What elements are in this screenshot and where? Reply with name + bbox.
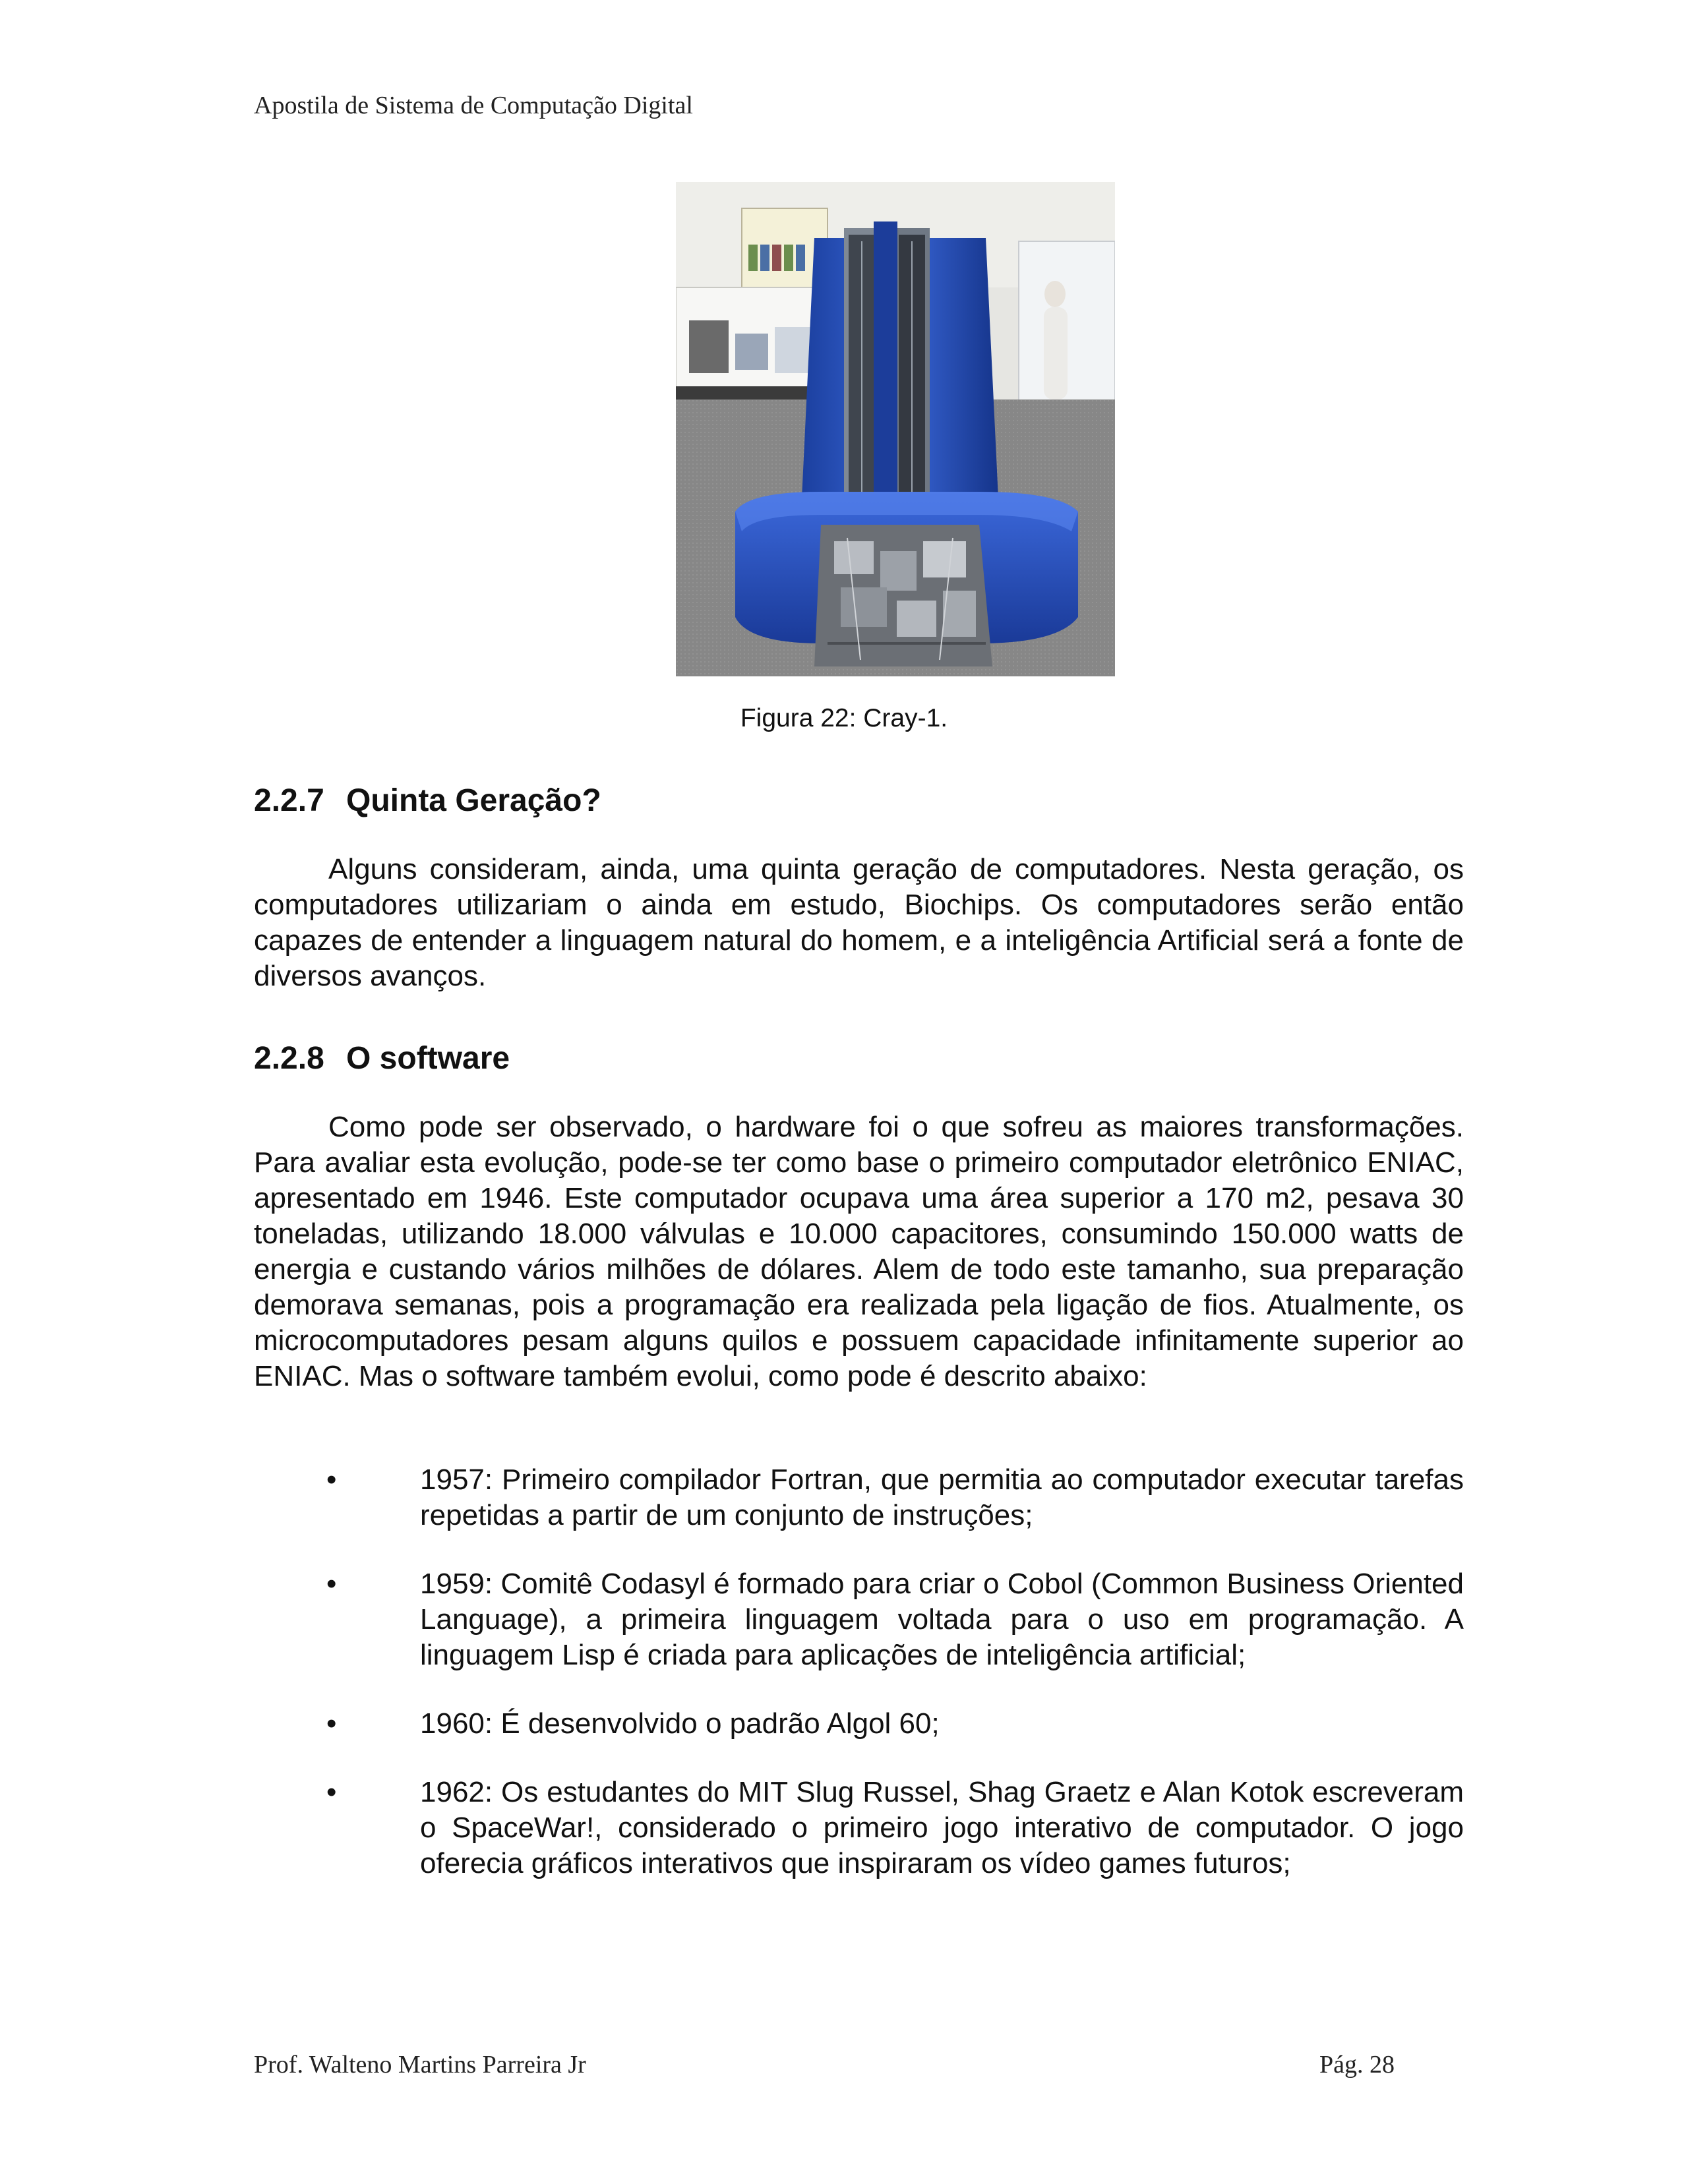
- section-number: 2.2.8: [254, 1041, 324, 1076]
- bullet-icon: •: [326, 1568, 337, 1600]
- cray-1-illustration: [676, 182, 1115, 676]
- bullet-icon: •: [326, 1463, 337, 1496]
- cray-1-photo: [676, 182, 1115, 676]
- list-item: [254, 1462, 1464, 1533]
- bullet-icon: •: [326, 1776, 337, 1808]
- list-item: [254, 1706, 1464, 1742]
- list-item-text: 1962: Os estudantes do MIT Slug Russel, Shag Graetz e Alan Kotok escreveram o SpaceWar!, considerado o primeiro jogo interativo de computador. O jogo oferecia gráficos interativos que inspiraram os vídeo games futuros;: [420, 1776, 1464, 1879]
- section-title: O software: [346, 1041, 510, 1076]
- section-number: 2.2.7: [254, 783, 324, 818]
- list-item-text: 1957: Primeiro compilador Fortran, que permitia ao computador executar tarefas repetidas a partir de um conjunto de instruções;: [420, 1463, 1464, 1531]
- section-title: Quinta Geração?: [346, 783, 601, 818]
- list-item: [254, 1566, 1464, 1673]
- section-heading-quinta-geracao: [254, 782, 601, 819]
- paragraph-quinta-geracao: Alguns consideram, ainda, uma quinta geração de computadores. Nesta geração, os computadores utilizariam o ainda em estudo, Biochips. Os computadores serão então capazes de entender a linguagem natural do homem, e a inteligência Artificial será a fonte de diversos avanços.: [254, 853, 1464, 992]
- section-heading-software: [254, 1040, 510, 1077]
- footer-author: Prof. Walteno Martins Parreira Jr: [254, 2051, 586, 2079]
- paragraph-software: Como pode ser observado, o hardware foi o que sofreu as maiores transformações. Para avaliar esta evolução, pode-se ter como base o primeiro computador eletrônico ENIAC, apresentado em 1946. Este computador ocupava uma área superior a 170 m2, pesava 30 toneladas, utilizando 18.000 válvulas e 10.000 capacitores, consumindo 150.000 watts de energia e custando vários milhões de dólares. Alem de todo este tamanho, sua preparação demorava semanas, pois a programação era realizada pela ligação de fios. Atualmente, os microcomputadores pesam alguns quilos e possuem capacidade infinitamente superior ao ENIAC. Mas o software também evolui, como pode é descrito abaixo:: [254, 1111, 1464, 1392]
- bullet-icon: •: [326, 1707, 337, 1740]
- list-item: [254, 1775, 1464, 1881]
- list-item-text: 1959: Comitê Codasyl é formado para criar o Cobol (Common Business Oriented Language), a primeira linguagem voltada para o uso em programação. A linguagem Lisp é criada para aplicações de inteligência artificial;: [420, 1568, 1464, 1671]
- figure-caption: Figura 22: Cray-1.: [740, 704, 948, 732]
- running-header: Apostila de Sistema de Computação Digital: [254, 92, 693, 119]
- footer-page-number: Pág. 28: [1319, 2051, 1395, 2079]
- software-timeline-list: [254, 1462, 1464, 1914]
- list-item-text: 1960: É desenvolvido o padrão Algol 60;: [420, 1707, 940, 1740]
